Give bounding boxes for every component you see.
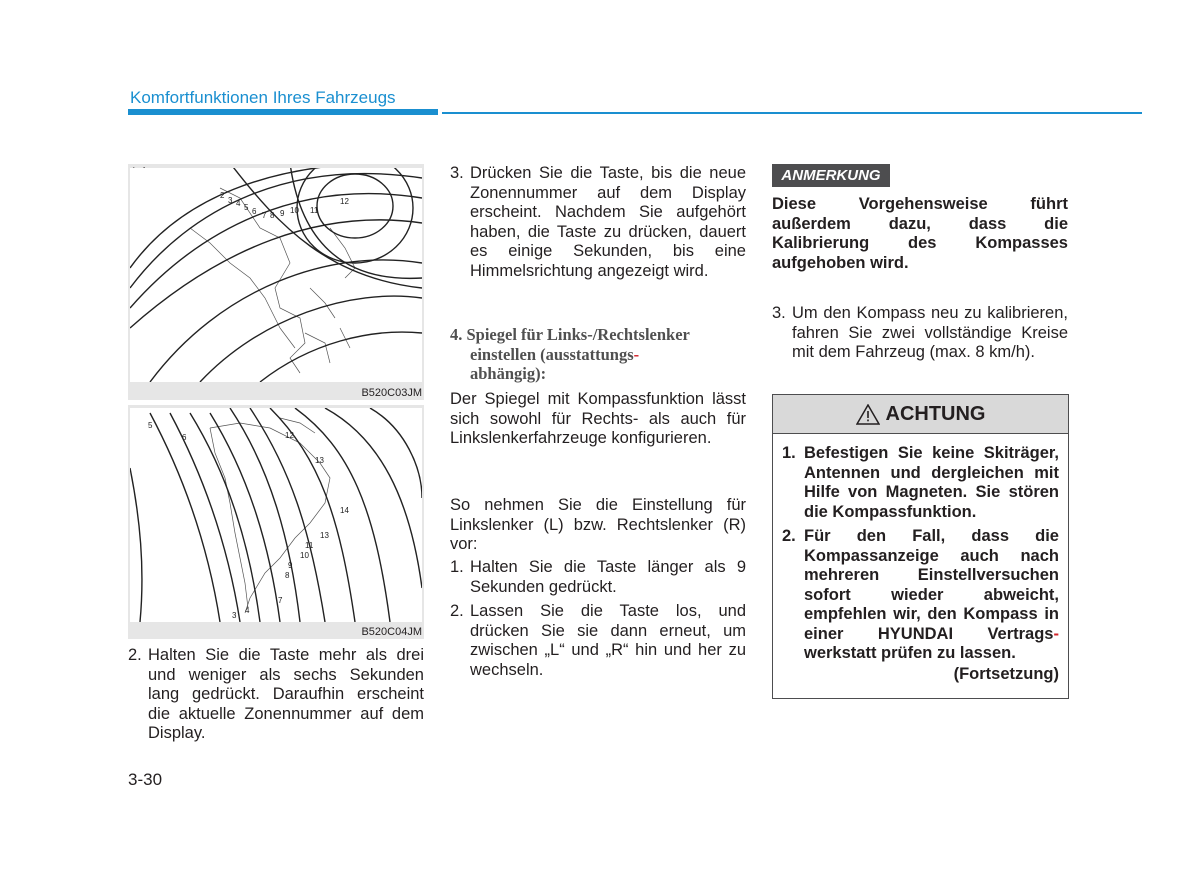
step-number: 3. — [772, 304, 786, 322]
caution-item-1 — [782, 444, 1059, 522]
hyphen: - — [1053, 624, 1059, 643]
zone-number: 3 — [232, 611, 237, 620]
item-text-continued: werkstatt prüfen zu lassen. — [804, 644, 1016, 662]
item-number: 1. — [782, 444, 796, 462]
item-number: 2. — [782, 527, 796, 545]
step-number: 2. — [128, 646, 142, 664]
step-text: Um den Kompass neu zu kalibrieren, fahren Sie zwei vollständige Kreise mit dem Fahrzeug (max. 8 km/h). — [792, 304, 1068, 361]
right-step-3 — [772, 304, 1068, 363]
hyphen: - — [633, 344, 640, 364]
map-region-label: Asien — [130, 166, 158, 178]
step-text: Halten Sie die Taste länger als 9 Sekunden gedrückt. — [470, 558, 746, 596]
asia-map-illustration — [130, 168, 422, 382]
zone-number: 11 — [305, 541, 314, 550]
mirror-setup-paragraph: So nehmen Sie die Einstellung für Linkslenker (L) bzw. Rechtslenker (R) vor: — [450, 496, 746, 553]
heading-line: 4. Spiegel für Links-/Rechtslenker — [450, 325, 690, 344]
zone-number: 4 — [236, 199, 241, 208]
zone-number: 7 — [262, 211, 267, 220]
header-rule-thin — [442, 112, 1142, 114]
heading-line-2 — [450, 345, 746, 365]
header-rule-thick — [128, 109, 438, 115]
zone-number: 6 — [182, 433, 187, 442]
step-text: Halten Sie die Taste mehr als drei und weniger als sechs Sekunden lang gedrückt. Daraufhin erscheint die aktuelle Zonennummer auf dem Display. — [148, 646, 424, 742]
caution-title: ACHTUNG — [885, 402, 986, 425]
south-america-map-illustration — [130, 408, 422, 622]
item-text: Für den Fall, dass die Kompassanzeige auch nach mehreren Einstellversuchen sofort wieder abweicht, empfehlen wir, den Kompass in einer HYUNDAI Vertrags — [804, 527, 1059, 643]
left-step-2 — [128, 646, 424, 744]
zone-number: 2 — [220, 191, 225, 200]
item-text: Befestigen Sie keine Skiträger, Antennen und dergleichen mit Hilfe von Magneten. Sie stören die Kompassfunktion. — [804, 444, 1059, 521]
map-image-code: B520C03JM — [361, 387, 422, 399]
zone-number: 8 — [285, 571, 290, 580]
step-text: Lassen Sie die Taste los, und drücken Sie sie dann erneut, um zwischen „L“ und „R“ hin und her zu wechseln. — [470, 602, 746, 679]
zone-number: 13 — [320, 531, 329, 540]
zone-number: 5 — [148, 421, 153, 430]
item-text-wrapper — [804, 527, 1059, 664]
page-number: 3-30 — [128, 770, 163, 789]
step-number: 2. — [450, 602, 464, 620]
heading-line: abhängig): — [470, 364, 547, 383]
heading-text: einstellen (ausstattungs — [470, 344, 634, 364]
mirror-intro-paragraph: Der Spiegel mit Kompassfunktion lässt sich sowohl für Rechts- als auch für Linkslenkerfahrzeuge konfigurieren. — [450, 390, 746, 447]
zone-number: 5 — [244, 203, 249, 212]
middle-step-2 — [450, 602, 746, 680]
asia-zone-map — [128, 164, 424, 400]
caution-header — [773, 395, 1068, 434]
zone-number: 3 — [228, 196, 233, 205]
zone-number: 9 — [280, 209, 285, 218]
step-number: 1. — [450, 558, 464, 576]
warning-triangle-icon — [856, 404, 880, 425]
map-region-label: Südamerika — [130, 407, 189, 419]
step-number: 3. — [450, 164, 464, 182]
zone-number: 12 — [285, 431, 294, 440]
zone-number: 10 — [300, 551, 309, 560]
zone-number: 13 — [315, 456, 324, 465]
step-text: Drücken Sie die Taste, bis die neue Zonennummer auf dem Display erscheint. Nachdem Sie aufgehört haben, die Taste zu drücken, dauert es einige Sekunden, bis eine Himmelsrichtung angezeigt wird. — [470, 164, 746, 280]
zone-number: 10 — [290, 206, 299, 215]
zone-number: 12 — [340, 197, 349, 206]
zone-number: 14 — [340, 506, 349, 515]
section-4-heading — [450, 325, 746, 384]
map-image-code: B520C04JM — [361, 626, 422, 638]
zone-number: 7 — [278, 596, 283, 605]
chapter-title: Komfortfunktionen Ihres Fahrzeugs — [130, 88, 396, 107]
zone-number: 8 — [270, 211, 275, 220]
south-america-zone-map — [128, 405, 424, 639]
middle-step-3 — [450, 164, 746, 281]
zone-number: 6 — [252, 207, 257, 216]
caution-item-2 — [782, 527, 1059, 664]
continued-label: (Fortsetzung) — [953, 665, 1059, 683]
zone-number: 11 — [310, 206, 319, 215]
note-text: Diese Vorgehensweise führt außerdem dazu, dass die Kalibrierung des Kompasses aufgehoben wird. — [772, 195, 1068, 272]
caution-box — [772, 394, 1069, 699]
zone-number: 4 — [245, 606, 250, 615]
middle-step-1 — [450, 558, 746, 597]
zone-number: 9 — [288, 561, 293, 570]
note-badge: ANMERKUNG — [772, 164, 890, 187]
